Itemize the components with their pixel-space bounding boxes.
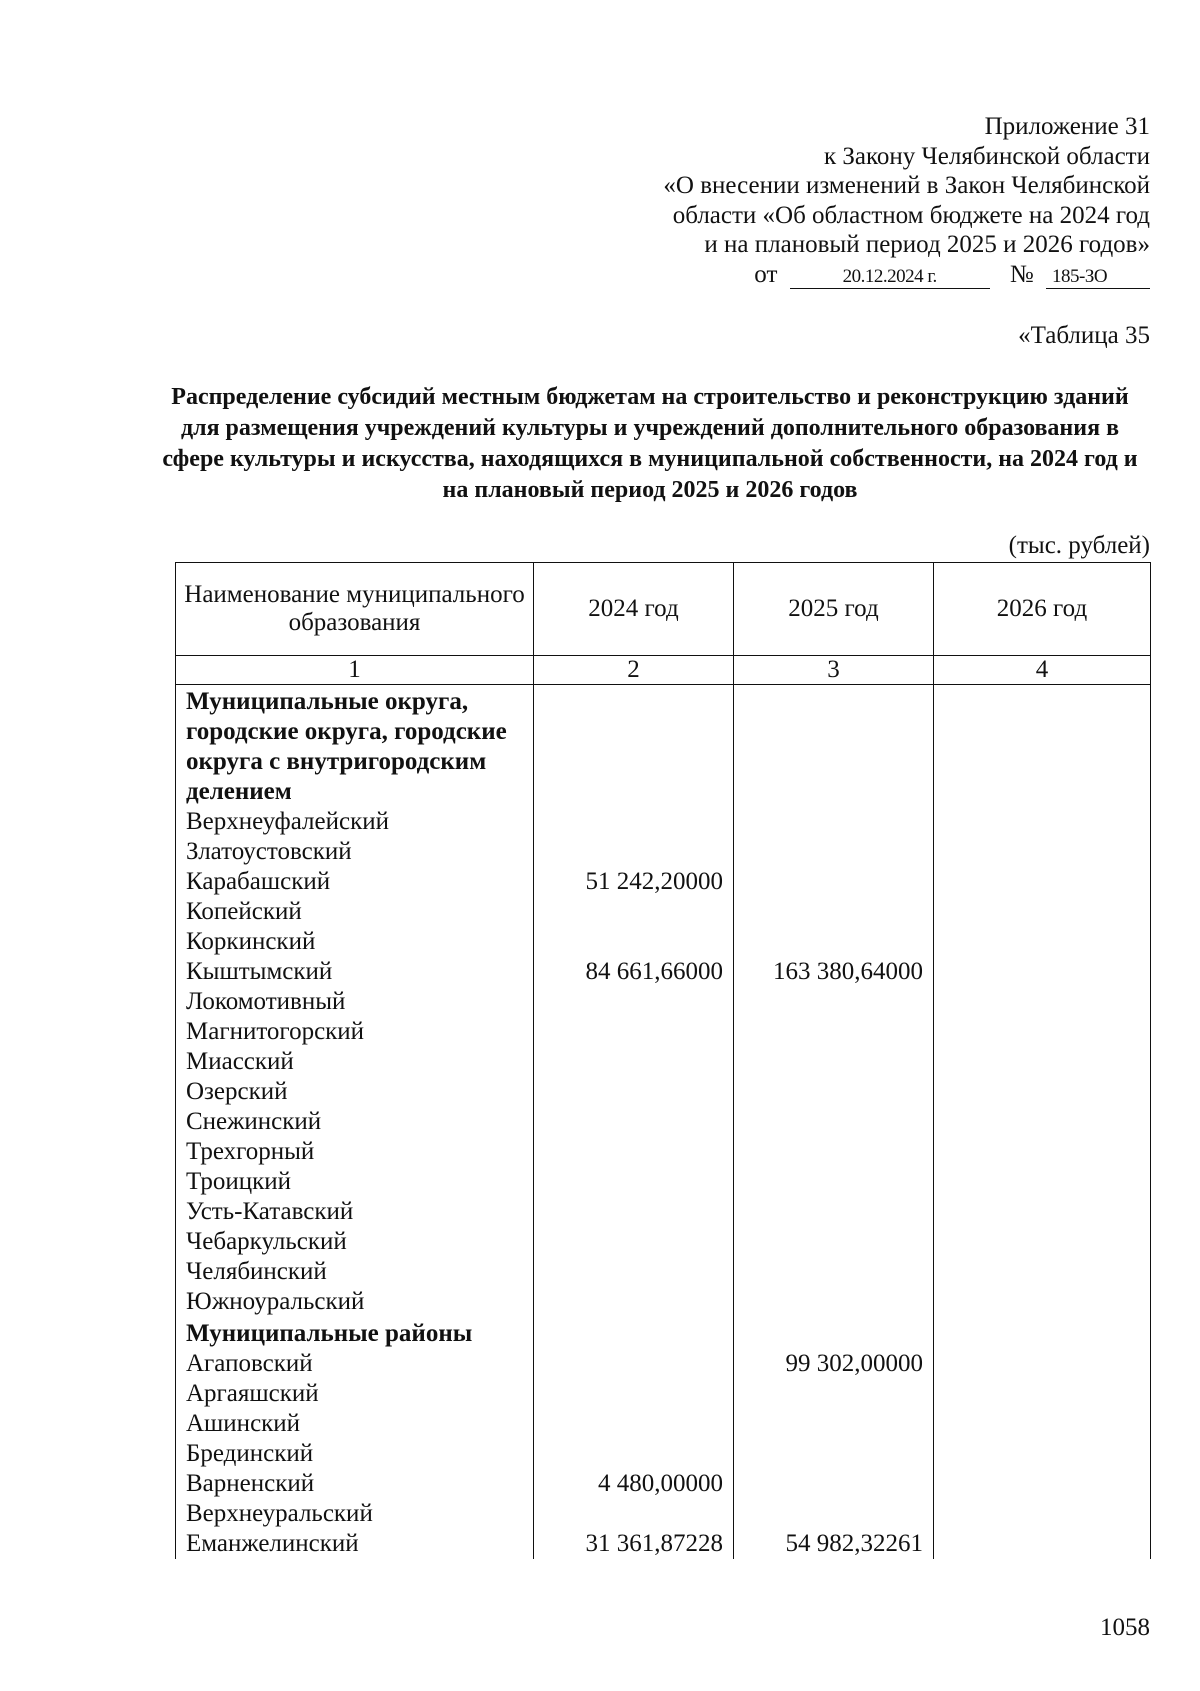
- value-2026: [934, 1529, 1151, 1559]
- page-number: 1058: [1100, 1614, 1150, 1641]
- appendix-header: [590, 112, 1150, 289]
- table-row: [176, 1167, 1151, 1197]
- table-row: [176, 807, 1151, 837]
- value-2025: [734, 1287, 934, 1317]
- value-2025: [734, 1197, 934, 1227]
- column-number: 1: [176, 656, 534, 685]
- municipality-name: Миасский: [176, 1047, 534, 1077]
- municipality-name: Коркинский: [176, 927, 534, 957]
- law-number: 185-ЗО: [1046, 266, 1150, 289]
- municipality-name: Варненский: [176, 1469, 534, 1499]
- unit-label: (тыс. рублей): [1008, 532, 1150, 559]
- value-2025: [734, 837, 934, 867]
- column-number: 2: [534, 656, 734, 685]
- table-row: [176, 1197, 1151, 1227]
- table-row: [176, 1529, 1151, 1559]
- municipality-name: Трехгорный: [176, 1137, 534, 1167]
- column-header-name: Наименование муниципального образования: [176, 563, 534, 656]
- value-2025: [734, 1167, 934, 1197]
- value-2024: [534, 1137, 734, 1167]
- value-2026: [934, 1349, 1151, 1379]
- value-2024: [534, 1107, 734, 1137]
- value-2026: [934, 1499, 1151, 1529]
- group-heading: Муниципальные округа, городские округа, городские округа с внутригородским делением: [176, 685, 534, 808]
- value-2025: [734, 1017, 934, 1047]
- municipality-name: Карабашский: [176, 867, 534, 897]
- appendix-line: области «Об областном бюджете на 2024 год: [672, 201, 1150, 229]
- column-number: 3: [734, 656, 934, 685]
- value-2024: [534, 1379, 734, 1409]
- value-2024: [534, 1227, 734, 1257]
- value-2026: [934, 807, 1151, 837]
- value-2024: [534, 1047, 734, 1077]
- value-2026: [934, 897, 1151, 927]
- column-header-2025: 2025 год: [734, 563, 934, 656]
- municipality-name: Аргаяшский: [176, 1379, 534, 1409]
- appendix-line: «О внесении изменений в Закон Челябинской: [663, 172, 1150, 199]
- value-2024: [534, 1257, 734, 1287]
- table-row: [176, 957, 1151, 987]
- value-2025: 99 302,00000: [734, 1349, 934, 1379]
- table-row: [176, 897, 1151, 927]
- value-2025: [734, 1469, 934, 1499]
- date-prefix: от: [754, 260, 778, 288]
- appendix-line: к Закону Челябинской области: [824, 142, 1150, 170]
- value-2026: [934, 927, 1151, 957]
- column-number: 4: [934, 656, 1151, 685]
- table-row: [176, 1017, 1151, 1047]
- table-row: [176, 1137, 1151, 1167]
- law-date-number-line: [590, 260, 1150, 290]
- municipality-name: Верхнеуфалейский: [176, 807, 534, 837]
- value-2025: [734, 867, 934, 897]
- table-row: [176, 1227, 1151, 1257]
- value-2026: [934, 1227, 1151, 1257]
- table-row: [176, 1107, 1151, 1137]
- value-2026: [934, 1167, 1151, 1197]
- municipality-name: Озерский: [176, 1077, 534, 1107]
- value-2025: [734, 987, 934, 1017]
- value-2026: [934, 1107, 1151, 1137]
- value-2026: [934, 1077, 1151, 1107]
- table-row: [176, 987, 1151, 1017]
- value-2025: 163 380,64000: [734, 957, 934, 987]
- value-2025: 54 982,32261: [734, 1529, 934, 1559]
- value-2026: [934, 1379, 1151, 1409]
- value-2024: 51 242,20000: [534, 867, 734, 897]
- number-sign: №: [1009, 260, 1034, 288]
- value-2024: [534, 1017, 734, 1047]
- value-2024: [534, 1197, 734, 1227]
- value-2024: [534, 927, 734, 957]
- value-2026: [934, 1257, 1151, 1287]
- municipality-name: Снежинский: [176, 1107, 534, 1137]
- value-2025: [734, 1439, 934, 1469]
- municipality-name: Чебаркульский: [176, 1227, 534, 1257]
- value-2026: [934, 1047, 1151, 1077]
- value-2025: [734, 927, 934, 957]
- value-2024: 4 480,00000: [534, 1469, 734, 1499]
- column-header-2026: 2026 год: [934, 563, 1151, 656]
- value-2025: [734, 1107, 934, 1137]
- value-2026: [934, 867, 1151, 897]
- table-row: [176, 927, 1151, 957]
- value-2024: [534, 1077, 734, 1107]
- value-2024: [534, 1167, 734, 1197]
- table-row: [176, 1287, 1151, 1317]
- municipality-name: Кыштымский: [176, 957, 534, 987]
- table-row: [176, 1439, 1151, 1469]
- municipality-name: Верхнеуральский: [176, 1499, 534, 1529]
- table-row: [176, 1349, 1151, 1379]
- subsidy-table: [175, 562, 1151, 1559]
- value-2025: [734, 1047, 934, 1077]
- value-2025: [734, 1257, 934, 1287]
- table-row: [176, 1257, 1151, 1287]
- value-2026: [934, 1469, 1151, 1499]
- table-row: [176, 1047, 1151, 1077]
- municipality-name: Брединский: [176, 1439, 534, 1469]
- appendix-line: и на плановый период 2025 и 2026 годов»: [704, 231, 1150, 258]
- value-2026: [934, 987, 1151, 1017]
- value-2026: [934, 1197, 1151, 1227]
- table-row: [176, 837, 1151, 867]
- value-2026: [934, 1287, 1151, 1317]
- municipality-name: Усть-Катавский: [176, 1197, 534, 1227]
- municipality-name: Троицкий: [176, 1167, 534, 1197]
- municipality-name: Локомотивный: [176, 987, 534, 1017]
- municipality-name: Копейский: [176, 897, 534, 927]
- value-2025: [734, 1499, 934, 1529]
- document-title: Распределение субсидий местным бюджетам на строительство и реконструкцию зданий для размещения учреждений культуры и учреждений дополнительного образования в сфере культуры и искусства, находящихся в муниципальной собственности, на 2024 год и на плановый период 2025 и 2026 годов: [162, 384, 1138, 503]
- table-row: [176, 1379, 1151, 1409]
- value-2026: [934, 1137, 1151, 1167]
- value-2025: [734, 1409, 934, 1439]
- value-2025: [734, 1137, 934, 1167]
- table-row: [176, 1469, 1151, 1499]
- law-date: 20.12.2024 г.: [790, 266, 990, 289]
- appendix-line: Приложение 31: [984, 113, 1150, 140]
- value-2024: [534, 1499, 734, 1529]
- value-2025: [734, 1077, 934, 1107]
- value-2024: 31 361,87228: [534, 1529, 734, 1559]
- value-2024: [534, 1409, 734, 1439]
- table-row: [176, 1409, 1151, 1439]
- value-2024: [534, 987, 734, 1017]
- value-2025: [734, 807, 934, 837]
- value-2025: [734, 1379, 934, 1409]
- municipality-name: Ашинский: [176, 1409, 534, 1439]
- table-row: [176, 867, 1151, 897]
- value-2024: [534, 1439, 734, 1469]
- municipality-name: Златоустовский: [176, 837, 534, 867]
- value-2026: [934, 1017, 1151, 1047]
- column-number-row: [176, 656, 1151, 685]
- value-2025: [734, 897, 934, 927]
- municipality-name: Агаповский: [176, 1349, 534, 1379]
- municipality-name: Еманжелинский: [176, 1529, 534, 1559]
- municipality-name: Челябинский: [176, 1257, 534, 1287]
- table-label: «Таблица 35: [1018, 322, 1150, 349]
- value-2026: [934, 957, 1151, 987]
- municipality-name: Магнитогорский: [176, 1017, 534, 1047]
- value-2024: [534, 1287, 734, 1317]
- group-row: [176, 1317, 1151, 1349]
- value-2026: [934, 1409, 1151, 1439]
- municipality-name: Южноуральский: [176, 1287, 534, 1317]
- value-2026: [934, 837, 1151, 867]
- table-row: [176, 1077, 1151, 1107]
- group-heading: Муниципальные районы: [176, 1317, 534, 1349]
- group-row: [176, 685, 1151, 808]
- column-header-2024: 2024 год: [534, 563, 734, 656]
- table-body: [176, 685, 1151, 1560]
- table-header-row: [176, 563, 1151, 656]
- table-row: [176, 1499, 1151, 1529]
- value-2024: [534, 897, 734, 927]
- value-2024: [534, 837, 734, 867]
- value-2024: [534, 1349, 734, 1379]
- value-2026: [934, 1439, 1151, 1469]
- value-2025: [734, 1227, 934, 1257]
- value-2024: [534, 807, 734, 837]
- value-2024: 84 661,66000: [534, 957, 734, 987]
